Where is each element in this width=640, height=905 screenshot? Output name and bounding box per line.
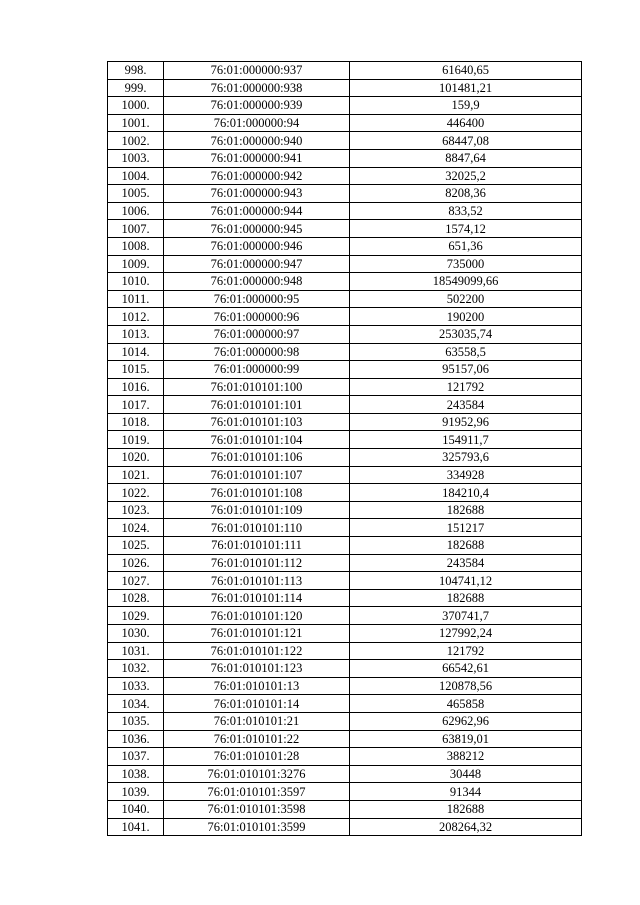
row-number-cell: 999. [108, 79, 164, 97]
cadastral-number-cell: 76:01:010101:3599 [164, 818, 350, 836]
value-cell: 121792 [350, 642, 582, 660]
cadastral-number-cell: 76:01:010101:101 [164, 396, 350, 414]
value-cell: 651,36 [350, 237, 582, 255]
value-cell: 334928 [350, 466, 582, 484]
table-row [108, 554, 582, 572]
table-row [108, 677, 582, 695]
row-number-cell: 1021. [108, 466, 164, 484]
cadastral-number-cell: 76:01:000000:946 [164, 237, 350, 255]
row-number-cell: 1008. [108, 237, 164, 255]
row-number-cell: 1002. [108, 132, 164, 150]
cadastral-number-cell: 76:01:010101:3597 [164, 783, 350, 801]
value-cell: 184210,4 [350, 484, 582, 502]
table-row [108, 273, 582, 291]
value-cell: 182688 [350, 537, 582, 555]
cadastral-number-cell: 76:01:010101:13 [164, 677, 350, 695]
cadastral-number-cell: 76:01:000000:941 [164, 149, 350, 167]
value-cell: 121792 [350, 378, 582, 396]
row-number-cell: 1023. [108, 501, 164, 519]
cadastral-number-cell: 76:01:000000:937 [164, 62, 350, 80]
cadastral-number-cell: 76:01:000000:942 [164, 167, 350, 185]
table-row [108, 501, 582, 519]
value-cell: 120878,56 [350, 677, 582, 695]
row-number-cell: 1020. [108, 449, 164, 467]
value-cell: 388212 [350, 748, 582, 766]
value-cell: 465858 [350, 695, 582, 713]
table-row [108, 185, 582, 203]
cadastral-number-cell: 76:01:010101:120 [164, 607, 350, 625]
value-cell: 151217 [350, 519, 582, 537]
value-cell: 243584 [350, 554, 582, 572]
cadastral-number-cell: 76:01:010101:3598 [164, 800, 350, 818]
row-number-cell: 1032. [108, 660, 164, 678]
cadastral-number-cell: 76:01:010101:113 [164, 572, 350, 590]
table-row [108, 589, 582, 607]
value-cell: 154911,7 [350, 431, 582, 449]
value-cell: 833,52 [350, 202, 582, 220]
row-number-cell: 1028. [108, 589, 164, 607]
value-cell: 325793,6 [350, 449, 582, 467]
cadastral-number-cell: 76:01:000000:939 [164, 97, 350, 115]
row-number-cell: 1041. [108, 818, 164, 836]
table-body [108, 62, 582, 836]
table-row [108, 712, 582, 730]
table-row [108, 783, 582, 801]
table-row [108, 484, 582, 502]
table-row [108, 413, 582, 431]
table-row [108, 519, 582, 537]
table-row [108, 202, 582, 220]
row-number-cell: 1015. [108, 361, 164, 379]
table-row [108, 378, 582, 396]
cadastral-number-cell: 76:01:010101:114 [164, 589, 350, 607]
row-number-cell: 1026. [108, 554, 164, 572]
cadastral-number-cell: 76:01:010101:100 [164, 378, 350, 396]
table-row [108, 607, 582, 625]
row-number-cell: 1007. [108, 220, 164, 238]
row-number-cell: 1010. [108, 273, 164, 291]
cadastral-number-cell: 76:01:000000:943 [164, 185, 350, 203]
table-row [108, 537, 582, 555]
row-number-cell: 1003. [108, 149, 164, 167]
value-cell: 182688 [350, 800, 582, 818]
cadastral-number-cell: 76:01:000000:947 [164, 255, 350, 273]
row-number-cell: 1031. [108, 642, 164, 660]
table-row [108, 765, 582, 783]
row-number-cell: 1013. [108, 325, 164, 343]
cadastral-number-cell: 76:01:010101:107 [164, 466, 350, 484]
row-number-cell: 1004. [108, 167, 164, 185]
cadastral-number-cell: 76:01:000000:96 [164, 308, 350, 326]
cadastral-number-cell: 76:01:010101:108 [164, 484, 350, 502]
value-cell: 66542,61 [350, 660, 582, 678]
row-number-cell: 1030. [108, 625, 164, 643]
cadastral-value-table [107, 61, 582, 836]
row-number-cell: 1040. [108, 800, 164, 818]
cadastral-number-cell: 76:01:000000:938 [164, 79, 350, 97]
table-row [108, 149, 582, 167]
cadastral-number-cell: 76:01:010101:111 [164, 537, 350, 555]
row-number-cell: 1018. [108, 413, 164, 431]
row-number-cell: 998. [108, 62, 164, 80]
cadastral-number-cell: 76:01:010101:22 [164, 730, 350, 748]
table-row [108, 220, 582, 238]
cadastral-number-cell: 76:01:010101:3276 [164, 765, 350, 783]
cadastral-number-cell: 76:01:010101:104 [164, 431, 350, 449]
row-number-cell: 1014. [108, 343, 164, 361]
row-number-cell: 1024. [108, 519, 164, 537]
cadastral-number-cell: 76:01:000000:97 [164, 325, 350, 343]
row-number-cell: 1016. [108, 378, 164, 396]
cadastral-number-cell: 76:01:010101:14 [164, 695, 350, 713]
row-number-cell: 1037. [108, 748, 164, 766]
cadastral-number-cell: 76:01:000000:948 [164, 273, 350, 291]
table-row [108, 255, 582, 273]
row-number-cell: 1039. [108, 783, 164, 801]
table-row [108, 625, 582, 643]
row-number-cell: 1009. [108, 255, 164, 273]
table-row [108, 361, 582, 379]
value-cell: 253035,74 [350, 325, 582, 343]
cadastral-number-cell: 76:01:000000:98 [164, 343, 350, 361]
table-row [108, 800, 582, 818]
cadastral-number-cell: 76:01:000000:940 [164, 132, 350, 150]
table-row [108, 343, 582, 361]
table-row [108, 114, 582, 132]
row-number-cell: 1029. [108, 607, 164, 625]
table-row [108, 748, 582, 766]
value-cell: 502200 [350, 290, 582, 308]
row-number-cell: 1022. [108, 484, 164, 502]
value-cell: 62962,96 [350, 712, 582, 730]
row-number-cell: 1006. [108, 202, 164, 220]
table-row [108, 660, 582, 678]
value-cell: 182688 [350, 589, 582, 607]
cadastral-number-cell: 76:01:000000:95 [164, 290, 350, 308]
row-number-cell: 1025. [108, 537, 164, 555]
row-number-cell: 1017. [108, 396, 164, 414]
cadastral-number-cell: 76:01:010101:103 [164, 413, 350, 431]
table-row [108, 325, 582, 343]
row-number-cell: 1035. [108, 712, 164, 730]
cadastral-number-cell: 76:01:010101:123 [164, 660, 350, 678]
cadastral-number-cell: 76:01:000000:94 [164, 114, 350, 132]
table-row [108, 642, 582, 660]
table-row [108, 572, 582, 590]
value-cell: 8847,64 [350, 149, 582, 167]
cadastral-number-cell: 76:01:000000:944 [164, 202, 350, 220]
cadastral-number-cell: 76:01:010101:21 [164, 712, 350, 730]
row-number-cell: 1005. [108, 185, 164, 203]
cadastral-number-cell: 76:01:010101:28 [164, 748, 350, 766]
value-cell: 61640,65 [350, 62, 582, 80]
value-cell: 63819,01 [350, 730, 582, 748]
cadastral-number-cell: 76:01:010101:110 [164, 519, 350, 537]
table-row [108, 167, 582, 185]
table-row [108, 730, 582, 748]
value-cell: 1574,12 [350, 220, 582, 238]
cadastral-number-cell: 76:01:010101:112 [164, 554, 350, 572]
row-number-cell: 1027. [108, 572, 164, 590]
row-number-cell: 1038. [108, 765, 164, 783]
row-number-cell: 1001. [108, 114, 164, 132]
value-cell: 159,9 [350, 97, 582, 115]
value-cell: 63558,5 [350, 343, 582, 361]
value-cell: 95157,06 [350, 361, 582, 379]
value-cell: 32025,2 [350, 167, 582, 185]
table-row [108, 449, 582, 467]
value-cell: 68447,08 [350, 132, 582, 150]
row-number-cell: 1033. [108, 677, 164, 695]
table-row [108, 79, 582, 97]
value-cell: 91344 [350, 783, 582, 801]
table-row [108, 290, 582, 308]
cadastral-number-cell: 76:01:000000:945 [164, 220, 350, 238]
table-row [108, 695, 582, 713]
table-row [108, 237, 582, 255]
table-row [108, 132, 582, 150]
row-number-cell: 1011. [108, 290, 164, 308]
cadastral-number-cell: 76:01:010101:121 [164, 625, 350, 643]
cadastral-number-cell: 76:01:010101:122 [164, 642, 350, 660]
table-row [108, 466, 582, 484]
table-row [108, 97, 582, 115]
value-cell: 8208,36 [350, 185, 582, 203]
value-cell: 101481,21 [350, 79, 582, 97]
row-number-cell: 1036. [108, 730, 164, 748]
row-number-cell: 1019. [108, 431, 164, 449]
value-cell: 18549099,66 [350, 273, 582, 291]
value-cell: 243584 [350, 396, 582, 414]
value-cell: 446400 [350, 114, 582, 132]
row-number-cell: 1012. [108, 308, 164, 326]
row-number-cell: 1000. [108, 97, 164, 115]
value-cell: 182688 [350, 501, 582, 519]
value-cell: 370741,7 [350, 607, 582, 625]
cadastral-number-cell: 76:01:000000:99 [164, 361, 350, 379]
value-cell: 190200 [350, 308, 582, 326]
cadastral-number-cell: 76:01:010101:106 [164, 449, 350, 467]
table-row [108, 308, 582, 326]
value-cell: 208264,32 [350, 818, 582, 836]
table-row [108, 431, 582, 449]
cadastral-number-cell: 76:01:010101:109 [164, 501, 350, 519]
value-cell: 91952,96 [350, 413, 582, 431]
row-number-cell: 1034. [108, 695, 164, 713]
value-cell: 30448 [350, 765, 582, 783]
value-cell: 104741,12 [350, 572, 582, 590]
table-row [108, 818, 582, 836]
table-row [108, 396, 582, 414]
value-cell: 127992,24 [350, 625, 582, 643]
value-cell: 735000 [350, 255, 582, 273]
table-row [108, 62, 582, 80]
